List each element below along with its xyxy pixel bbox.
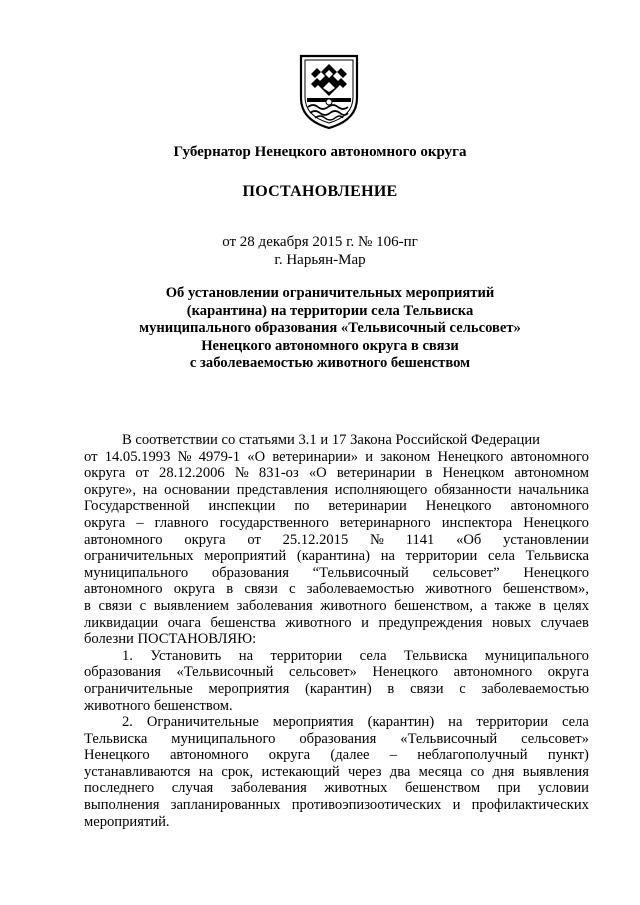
nenets-okrug-coat-of-arms-icon — [297, 52, 361, 130]
body-line: болезни ПОСТАНОВЛЯЮ: — [84, 631, 257, 648]
body-line: автономного округа в связи с заболеваемостью животного бешенством», — [84, 581, 589, 598]
document-body — [84, 432, 589, 830]
body-line: округа – главного государственного ветеринарного инспектора Ненецкого — [84, 514, 589, 531]
body-line: округе», на основании представления исполняющего обязанности начальника — [84, 481, 589, 498]
document-date-number: от 28 декабря 2015 г. № 106-пг — [222, 234, 418, 250]
body-line: 1. Установить на территории села Тельвиска муниципального — [122, 647, 589, 664]
body-line: устанавливаются на срок, истекающий через два месяца со дня выявления — [84, 763, 589, 780]
body-line: образования «Тельвисочный сельсовет» Ненецкого автономного округа — [84, 664, 589, 681]
body-line: муниципального образования “Тельвисочный сельсовет” Ненецкого — [84, 564, 589, 581]
title-line: (карантина) на территории села Тельвиска — [186, 302, 474, 319]
document-place: г. Нарьян-Мар — [274, 252, 366, 268]
body-line: выполнения запланированных противоэпизоотических и профилактических — [84, 797, 589, 814]
body-line: в связи с выявлением заболевания животного бешенством, а также в целях — [84, 597, 589, 614]
title-line: с заболеваемостью животного бешенством — [189, 355, 471, 372]
body-line: В соответствии со статьями 3.1 и 17 Закона Российской Федерации — [122, 432, 540, 448]
body-line: Ненецкого автономного округа (далее – неблагополучный пункт) — [84, 747, 589, 764]
body-line: 2. Ограничительные мероприятия (карантин) на территории села — [122, 714, 589, 731]
body-line: от 14.05.1993 № 4979-1 «О ветеринарии» и законом Ненецкого автономного — [84, 448, 589, 465]
document-type: ПОСТАНОВЛЕНИЕ — [242, 183, 398, 200]
body-line: Государственной инспекции по ветеринарии Ненецкого автономного — [84, 498, 589, 515]
title-line: муниципального образования «Тельвисочный сельсовет» — [139, 320, 521, 337]
body-line: последнего случая заболевания животных бешенством при условии — [84, 780, 589, 797]
body-line: ограничительные мероприятия (карантин) в связи с заболеваемостью — [84, 680, 589, 697]
body-line: автономного округа от 25.12.2015 № 1141 «Об установлении — [84, 531, 589, 548]
body-line: мероприятий. — [84, 813, 170, 830]
body-line: животного бешенством. — [84, 697, 233, 714]
document-title — [100, 285, 560, 373]
body-line: Тельвиска муниципального образования «Тельвисочный сельсовет» — [84, 730, 589, 747]
body-line: ликвидации очага бешенства животного и предупреждения новых случаев — [84, 614, 589, 631]
title-line: Ненецкого автономного округа в связи — [201, 337, 459, 354]
body-line: ограничительных мероприятий (карантина) на территории села Тельвиска — [84, 548, 589, 565]
title-line: Об установлении ограничительных мероприятий — [165, 285, 495, 301]
issuer-title: Губернатор Ненецкого автономного округа — [173, 144, 467, 160]
body-line: округа от 28.12.2006 № 831-оз «О ветеринарии в Ненецком автономном — [84, 465, 589, 482]
